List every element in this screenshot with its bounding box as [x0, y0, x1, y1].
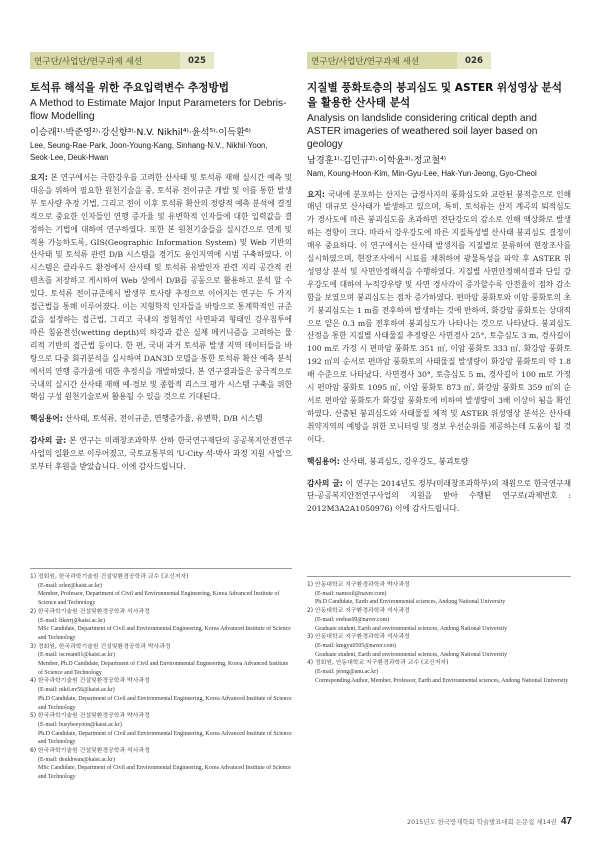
authors-english: Lee, Seung-Rae·Park, Joon-Young·Kang, Sinhang·N.V., Nikhil·Yoon, Seok·Lee, Deuk-Hwan [30, 141, 268, 162]
footnote-email: (E-mail: erebus09@naver.com) [315, 616, 390, 623]
footnote-english: Ph.D Candidate, Department of Civil and Environmental Engineering, Korea Advanced Institute of Science and Technology [38, 695, 292, 711]
abstract-code: 025 [180, 52, 214, 69]
footnote-affiliation: 6) 한국과학기술원 건설및환경공학과 석사과정 [30, 748, 150, 755]
authors-korean: 이승래¹⁾·박준영²⁾·강신향³⁾·N.V. Nikhil⁴⁾·윤석⁵⁾·이득환⁶⁾ [30, 127, 251, 138]
page-number: 47 [560, 816, 572, 827]
footnote-english: Graduate student, Earth and environmental sciences, Andong National University [315, 651, 508, 658]
footnote [30, 608, 292, 643]
abstract-text: 본 연구에서는 극한강우를 고려한 산사태 및 토석류 재해 실시간 예측 및 대응을 위하여 필요한 원천기술을 중, 토석류 전이규준 개발 및 이를 통한 발생부 토사량 추정 기법, 그리고 전이 이후 토석류 확산의 정량적 예측 분석에 결정적으로 중요한 인자들인 연행 증가율 및 유변학적 인자들에 대한 입력값을 결정하는 기법에 대하여 연구하였다. 또한 본 원천기술들을 실시간으로 연계 및 적용 가능하도록, GIS(Geographic Information System) 및 Web 기반의 산사태 및 토석류 관련 D/B 시스템을 경기도 용인지역에 시범 구축하였다. 이 시스템은 클라우드 환경에서 산사태 및 토석류 유발인자 관련 지리 공간적 컨텐츠를 저장하고 게시하여 Web 상에서 D/B를 공동으로 활용하고 분석 할 수 있다. 토석류 전이규준에서 발생부 토사량 추정으로 이어지는 연구는 두 가지 접근법을 통해 이루어졌다. 이는 지형학적 인자들을 바탕으로 통계학적인 규준값을 설정하는 접근법, 그리고 국내의 경험적인 사면파괴 형태인 강우침투에 따른 침윤전선(wetting depth)의 하강과 같은 실제 메커니즘을 고려하는 물리적 기반의 접근법 등이다. 한 편, 국내 과거 토석류 발생 지역 데이터들을 바탕으로 다중 회귀분석을 실시하여 DAN3D 모델을 통한 토석류 확산 예측 분석에서의 연행 증가율에 대한 추정식을 개발하였다. 본 연구결과들은 궁극적으로 국내의 실시간 산사태 재해 예·경보 및 종합적 리스크 평가 시스템 구축을 위한 핵심 구성 원천기술로써 활용될 수 있을 것으로 기대된다. [30, 173, 292, 402]
footnote-email: (E-mail: srlee@kaist.ac.kr) [38, 582, 102, 589]
ack-label: 감사의 글: [307, 478, 343, 488]
keywords-text: 산사태, 토석류, 전이규준, 연행증가율, 유변학, D/B 시스템 [65, 414, 263, 424]
abstract-paragraph [30, 172, 292, 404]
ack-label: 감사의 글: [30, 436, 67, 446]
title-english: Analysis on landslide considering critical depth and ASTER imageries of weathered soil layer based on geology [307, 113, 538, 150]
keywords-label: 핵심용어: [307, 456, 340, 466]
ack-text: 이 연구는 2014년도 정부(미래창조과학부)의 재원으로 한국연구재단-공공복지안전연구사업의 지원을 받아 수행된 연구로(과제번호 : 2012M3A2A1050976) 이에 감사드립니다. [307, 478, 571, 514]
abstract-025 [30, 52, 292, 474]
footnote-email: (E-mail: kmgyu0505@naver.com) [315, 642, 397, 649]
footnote-affiliation: 5) 한국과학기술원 건설및환경공학과 박사과정 [30, 713, 150, 720]
footnote-affiliation: 3) 정회원, 한국과학기술원 건설및환경공학과 박사과정 [30, 643, 171, 650]
footnote-affiliation: 2) 한국과학기술원 건설및환경공학과 석사과정 [30, 608, 150, 615]
footnote [30, 712, 292, 747]
footnote-email: (E-mail: nikil.nv56@kaist.ac.kr) [38, 687, 115, 694]
abstract-paragraph [307, 189, 571, 447]
title-korean: 지질별 풍화토층의 붕괴심도 및 ASTER 위성영상 분석을 활용한 산사태 분석 [307, 82, 563, 109]
footnote [307, 581, 571, 607]
keywords-paragraph [30, 413, 292, 426]
section-label: 연구단/사업단/연구과제 세션 [307, 52, 457, 69]
footnote-english: MSc Candidate, Department of Civil and Environmental Engineering, Korea Advanced Institute of Science and Technology [38, 626, 291, 641]
footnote-affiliation: 2) 안동대학교 지구환경과학과 석사과정 [307, 608, 410, 615]
title-english: A Method to Estimate Major Input Parameters for Debris-flow Modelling [30, 98, 287, 122]
footnote-english: Member, Ph.D Candidate, Department of Civil and Environmental Engineering, Korea Advanced Institute of Science and Technology [38, 661, 289, 676]
footnote [307, 633, 571, 659]
conference-name: 2015년도 한국방재학회 학술발표대회 논문집 제14권 [407, 818, 557, 826]
footnote-affiliation: 1) 안동대학교 지구환경과학과 박사과정 [307, 582, 410, 588]
footnote [30, 747, 292, 782]
page-footer [407, 816, 572, 827]
keywords-text: 산사태, 붕괴심도, 강우강도, 붕괴토량 [342, 456, 469, 466]
footnotes-026 [307, 576, 571, 685]
footnote-english: MSc Candidate, Department of Civil and Environmental Engineering, Korea Advanced Institute of Science and Technology [38, 765, 291, 781]
authors-english: Nam, Koung-Hoon·Kim, Min-Gyu·Lee, Hak-Yun·Jeong, Gyo-Cheol [307, 169, 537, 178]
footnote-email: (E-mail: busybeeyoon@kaist.ac.kr) [38, 721, 122, 728]
footnote-email: (E-mail: jeong@anu.ac.kr) [315, 669, 379, 676]
abstract-026 [307, 52, 571, 516]
footnote-email: (E-mail: iscream01@kaist.ac.kr) [38, 652, 115, 659]
footnote-affiliation: 3) 안동대학교 지구환경과학과 석사과정 [307, 634, 410, 641]
footnotes-025 [30, 568, 292, 782]
section-label: 연구단/사업단/연구과제 세션 [30, 52, 180, 69]
footnote [30, 677, 292, 712]
footnote-affiliation: 4) 정회원, 안동대학교 지구환경과학과 교수 (교신저자) [307, 660, 449, 667]
footnote-english: Graduate student, Earth and environmental sciences, Andong National University [315, 625, 508, 632]
footnote [307, 607, 571, 633]
footnote-english: Ph.D Candidate, Department of Civil and Environmental Engineering, Korea Advanced Institute of Science and Technology [38, 730, 292, 746]
footnote-english: Member, Professor, Department of Civil and Environmental Engineering, Korea Advanced Institute of Science and Technology [38, 591, 280, 607]
section-tag [307, 52, 571, 69]
footnote-english: Ph.D Candidate, Earth and Environmental sciences, Andong National University [315, 599, 506, 606]
abstract-label: 요지: [30, 173, 48, 182]
authors-korean: 남경훈¹⁾·김민규²⁾·이학윤³⁾·정교철⁴⁾ [307, 155, 447, 166]
ack-text: 본 연구는 미래창조과학부 산하 한국연구재단의 공공복지안전연구사업의 일환으로 이루어졌고, 국토교통부의 'U-City 석·박사 과정 지원 사업'으로부터 후원을 받았습니다. 이에 감사드립니다. [30, 436, 292, 472]
keywords-label: 핵심용어: [30, 414, 63, 424]
footnote-english: Corresponding Author, Member, Professor, Earth and Environmental sciences, Andong National University [315, 677, 569, 684]
title-korean: 토석류 해석을 위한 주요입력변수 추정방법 [30, 82, 229, 94]
acknowledgement-paragraph [307, 478, 571, 517]
footnote-email: (E-mail: deukhwan@kaist.ac.kr) [38, 756, 115, 763]
footnote-affiliation: 1) 정회원, 한국과학기술원 건설및환경공학과 교수 (교신저자) [30, 574, 189, 580]
footnote [30, 573, 292, 608]
section-tag [30, 52, 292, 69]
abstract-text: 국내에 분포하는 산지는 급경사지의 풍화심도와 교란된 붕적층으로 인해 매년 대규모 산사태가 발생하고 있으며, 특히, 토석류는 산지 계곡의 퇴적심도가 경사도에 따른 붕괴심도를 초과하면 전단강도의 감소로 인해 액상화로 발생하는 경향이 크다. 따라서 강우강도에 따른 지질특성별 산사태 붕괴심도 결정이 매우 중요하다. 이 연구에서는 산사태 발생지를 지질별로 분류하여 현장조사를 실시하였으며, 현장조사에서 시료를 채취하여 광물특성을 파악 후 ASTER 위성영상 분석 및 사면안정해석을 수행하였다. 지질별 사면안정해석결과 단일 강우강도에 대하여 누적강우량 및 사면 경사각이 증가할수록 안전율이 점차 감소함을 보였으며 붕괴심도는 점차 증가하였다. 편마암 풍화토와 이암 풍화토의 초기 붕괴심도는 1 m를 전후하여 발생하는 것에 반하여, 화강암 풍화토는 상대적으로 얕은 0.3 m를 전후하여 붕괴심도가 나타나는 것으로 나타났다. 붕괴심도 산정을 통한 지질별 사태물질 추정량은 사면경사 25°, 토층심도 3 m, 경사길이 100 m로 가정 시 편마암 풍화토 351 ㎥, 이암 풍화토 333 ㎥, 화강암 풍화토 192 ㎥의 순서로 편마암 풍화토의 사태물질 발생량이 화강암 풍화토의 약 1.8 배 수준으로 나타났다. 사면경사 30°, 토층심도 5 m, 경사길이 100 m로 가정 시 편마암 풍화토 1095 ㎥, 이암 풍화토 873 ㎥, 화강암 풍화토 359 ㎥의 순서로 편마암 풍화토가 화강암 풍화토에 비하여 발생량이 3배 이상이 됨을 확인하였다. 산출된 붕괴심도와 사태물질 체적 및 ASTER 위성영상 분석은 산사태 취약지역의 예방을 위한 모니터링 및 경보 우선순위를 제공하는데 도움이 될 것이다. [307, 189, 571, 444]
acknowledgement-paragraph [30, 435, 292, 474]
keywords-paragraph [307, 456, 571, 469]
footnote-email: (E-mail: likerrj@kaist.ac.kr) [38, 617, 106, 624]
abstract-code: 026 [457, 52, 491, 69]
footnote [30, 643, 292, 678]
abstract-label: 요지: [307, 189, 325, 199]
footnote [307, 659, 571, 685]
footnote-affiliation: 4) 한국과학기술원 건설및환경공학과 박사과정 [30, 678, 150, 685]
footnote-email: (E-mail: namsoil@naver.com) [315, 590, 387, 597]
